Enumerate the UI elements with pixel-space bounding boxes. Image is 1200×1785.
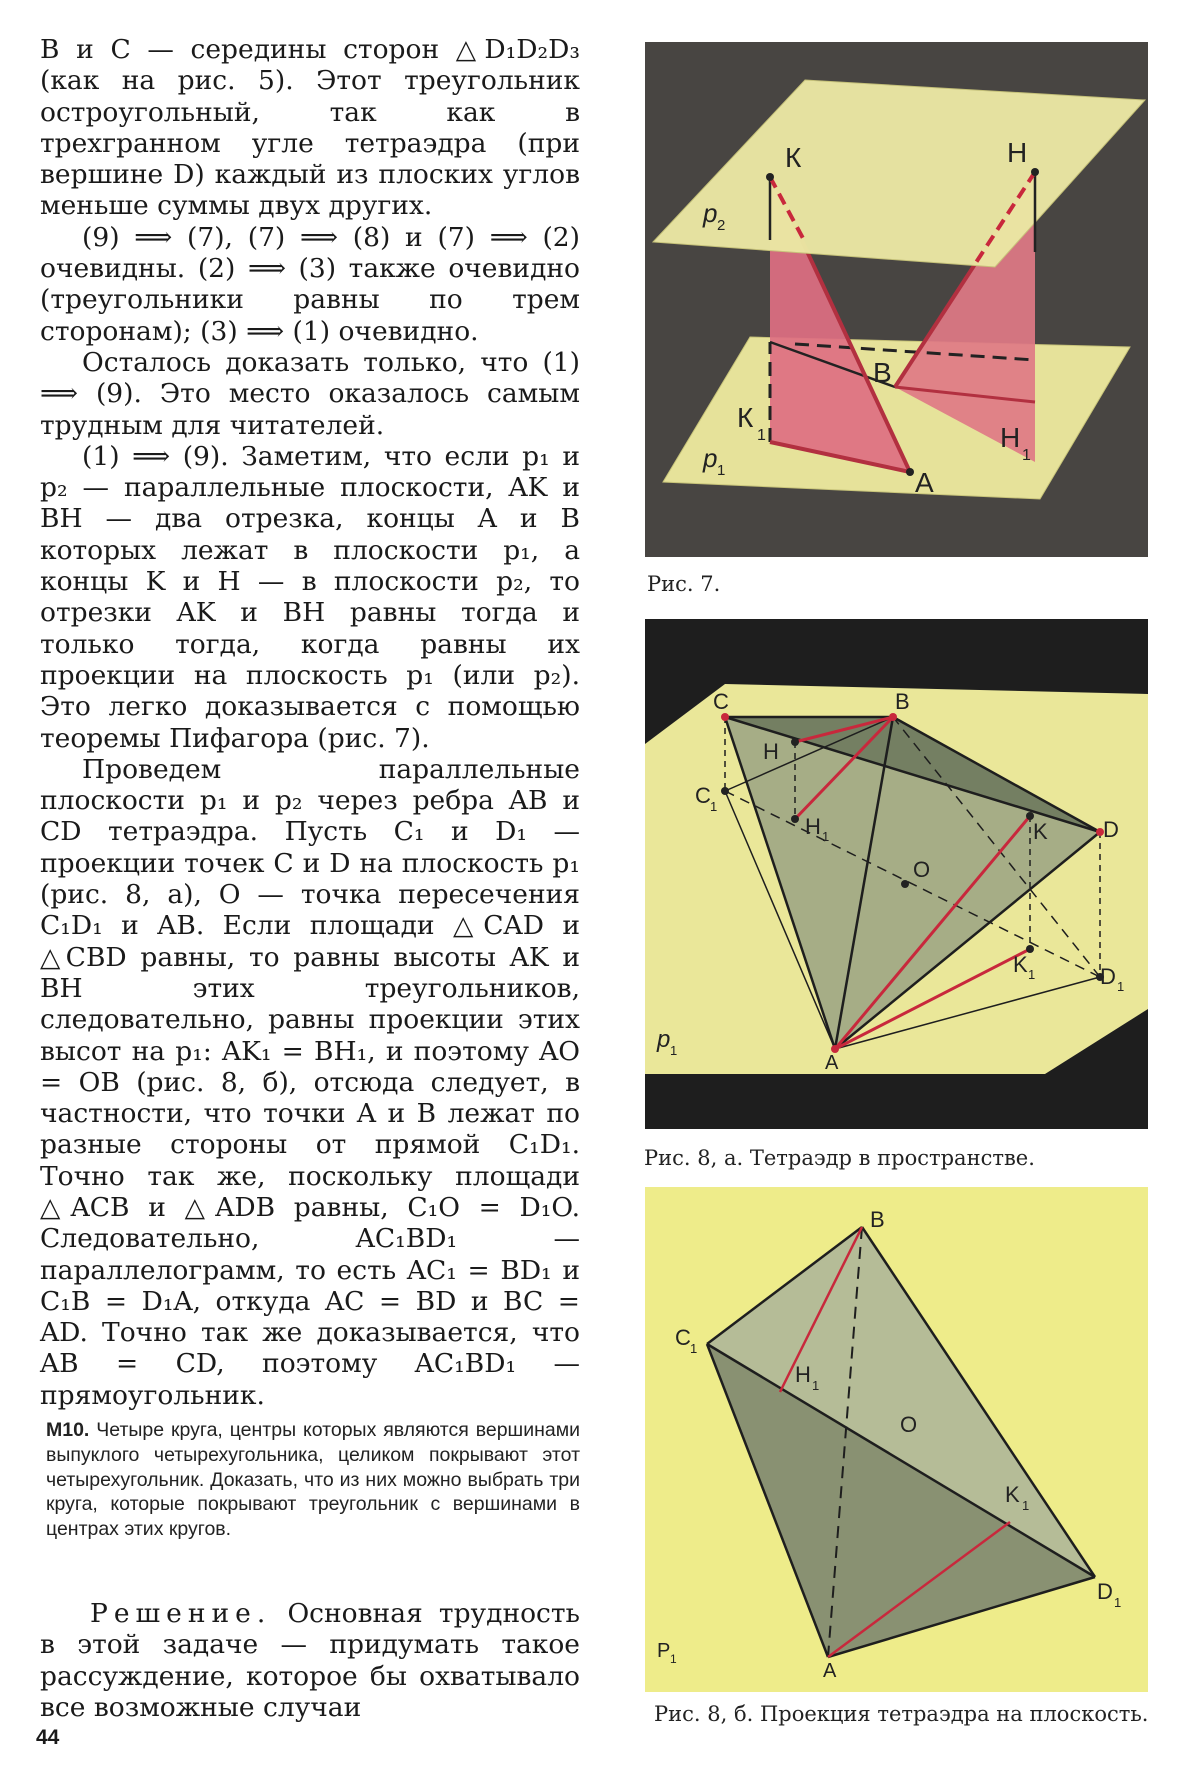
fig8b-sub-c1: 1 xyxy=(690,1341,698,1356)
figure-8a xyxy=(645,619,1148,1129)
fig8b-label-h1: H xyxy=(795,1362,811,1387)
fig8a-sub-d1: 1 xyxy=(1117,979,1125,994)
fig8b-label-o: O xyxy=(900,1412,918,1437)
problem-label: М10. xyxy=(46,1419,90,1441)
paragraph-5: Проведем параллельные плоскости p₁ и p₂ через ребра AB и CD тетраэдра. Пусть C₁ и D₁ — проекции точек C и D на плоскость p₁ (рис. 8, а), O — точка пересечения C₁D₁ и AB. Если площади △CAD и △CBD равны, то равны высоты AK и BH этих треугольников, следовательно, равны проекции этих высот на p₁: AK₁ = BH₁, и поэтому AO = OB (рис. 8, б), отсюда следует, в частности, что точки A и B лежат по разные стороны от прямой C₁D₁. Точно так же, поскольку площади △ACB и △ADB равны, C₁O = D₁O. Следовательно, AC₁BD₁ — параллелограмм, то есть AC₁ = BD₁ и C₁B = D₁A, откуда AC = BD и BC = AD. Точно так же доказывается, что AB = CD, поэтому AC₁BD₁ — прямоугольник. xyxy=(40,753,580,1411)
fig8b-label-c1: C xyxy=(675,1325,691,1350)
fig8a-caption: Рис. 8, а. Тетраэдр в пространстве. xyxy=(644,1146,1035,1170)
fig7-label-p2: p xyxy=(703,198,718,228)
fig7-label-k: К xyxy=(785,142,802,173)
fig8b-caption: Рис. 8, б. Проекция тетраэдра на плоскость. xyxy=(654,1702,1149,1726)
fig7-sub-h1: 1 xyxy=(1022,447,1031,464)
fig8b-label-b: B xyxy=(870,1207,885,1232)
fig8a-label-c: C xyxy=(713,689,729,714)
fig7-point-k xyxy=(766,173,774,181)
fig8a-point xyxy=(721,713,729,721)
problem-text: Четыре круга, центры которых являются вершинами выпуклого четырехугольника, целиком покрывают этот четырехугольник. Доказать, что из них можно выбрать три круга, которые покрывают треугольник с вершинами в центрах этих кругов. xyxy=(46,1419,581,1541)
fig8a-label-c1: C xyxy=(695,783,711,808)
figure-7 xyxy=(645,42,1148,557)
fig7-label-h: Н xyxy=(1007,137,1028,168)
fig7-label-b: В xyxy=(873,357,892,388)
fig8b-label-a: A xyxy=(823,1660,837,1682)
solution-label: Решение. xyxy=(90,1598,272,1629)
paragraph-2: (9) ⟹ (7), (7) ⟹ (8) и (7) ⟹ (2) очевидны. (2) ⟹ (3) также очевидно (треугольники равны по трем сторонам); (3) ⟹ (1) очевидно. xyxy=(40,221,580,347)
fig8a-label-b: B xyxy=(895,689,910,714)
fig8b-label-k1: K xyxy=(1005,1482,1020,1507)
fig8a-label-k1: K xyxy=(1013,952,1028,977)
figure-8b xyxy=(645,1187,1148,1692)
main-text-column xyxy=(40,34,580,1411)
paragraph-3: Осталось доказать только, что (1) ⟹ (9). Это место оказалось самым трудным для читателей. xyxy=(40,346,580,441)
fig8b-sub-p1: 1 xyxy=(670,1652,677,1666)
fig8a-label-d: D xyxy=(1103,817,1119,842)
solution-paragraph xyxy=(40,1598,580,1723)
fig7-sub-p2: 2 xyxy=(717,217,726,234)
fig8b-label-d1: D xyxy=(1097,1579,1113,1604)
fig7-label-p1: p xyxy=(703,443,718,473)
fig7-sub-k1: 1 xyxy=(757,427,766,444)
fig7-point-a xyxy=(906,468,914,476)
fig7-label-a: А xyxy=(915,467,934,498)
fig8a-label-h: H xyxy=(763,739,779,764)
fig7-point-h xyxy=(1031,168,1039,176)
fig8a-sub-c1: 1 xyxy=(710,799,718,814)
fig8a-sub-p1: 1 xyxy=(670,1043,678,1058)
fig8a-label-a: A xyxy=(825,1052,839,1074)
fig8a-point-o xyxy=(901,880,909,888)
fig8b-sub-k1: 1 xyxy=(1022,1498,1030,1513)
fig8a-label-d1: D xyxy=(1100,964,1116,989)
paragraph-1: B и C — середины сторон △D₁D₂D₃ (как на рис. 5). Этот треугольник остроугольный, так как в трехгранном угле тетраэдра (при вершине D) каждый из плоских углов меньше суммы двух других. xyxy=(40,34,580,222)
fig7-label-k1: К xyxy=(737,402,754,433)
fig8a-point xyxy=(721,787,729,795)
fig8a-point xyxy=(791,738,799,746)
fig8a-sub-k1: 1 xyxy=(1028,967,1036,982)
fig8a-point xyxy=(791,815,799,823)
fig8a-sub-h1: 1 xyxy=(822,829,830,844)
fig8b-sub-d1: 1 xyxy=(1114,1595,1122,1610)
page-number: 44 xyxy=(36,1726,60,1749)
paragraph-4: (1) ⟹ (9). Заметим, что если p₁ и p₂ — параллельные плоскости, AK и BH — два отрезка, концы A и B которых лежат в плоскости p₁, а концы K и H — в плоскости p₂, то отрезки AK и BH равны тогда и только тогда, когда равны их проекции на плоскость p₁ (или p₂). Это легко доказывается с помощью теоремы Пифагора (рис. 7). xyxy=(40,440,580,754)
fig8a-label-o: O xyxy=(913,857,931,882)
fig8a-label-p1: p xyxy=(657,1026,671,1053)
fig8b-label-p1: P xyxy=(657,1640,671,1662)
solution-text: Основная трудность в этой задаче — придумать такое рассуждение, которое бы охватывало все возможные случаи xyxy=(40,1598,580,1723)
problem-m10 xyxy=(46,1418,580,1542)
fig7-label-h1: Н xyxy=(1000,422,1021,453)
fig8b-sub-h1: 1 xyxy=(812,1378,820,1393)
fig7-caption: Рис. 7. xyxy=(647,572,721,596)
fig8a-point xyxy=(889,713,897,721)
fig7-sub-p1: 1 xyxy=(717,462,726,479)
fig8a-label-h1: H xyxy=(805,814,821,839)
fig8a-label-k: K xyxy=(1033,819,1048,844)
